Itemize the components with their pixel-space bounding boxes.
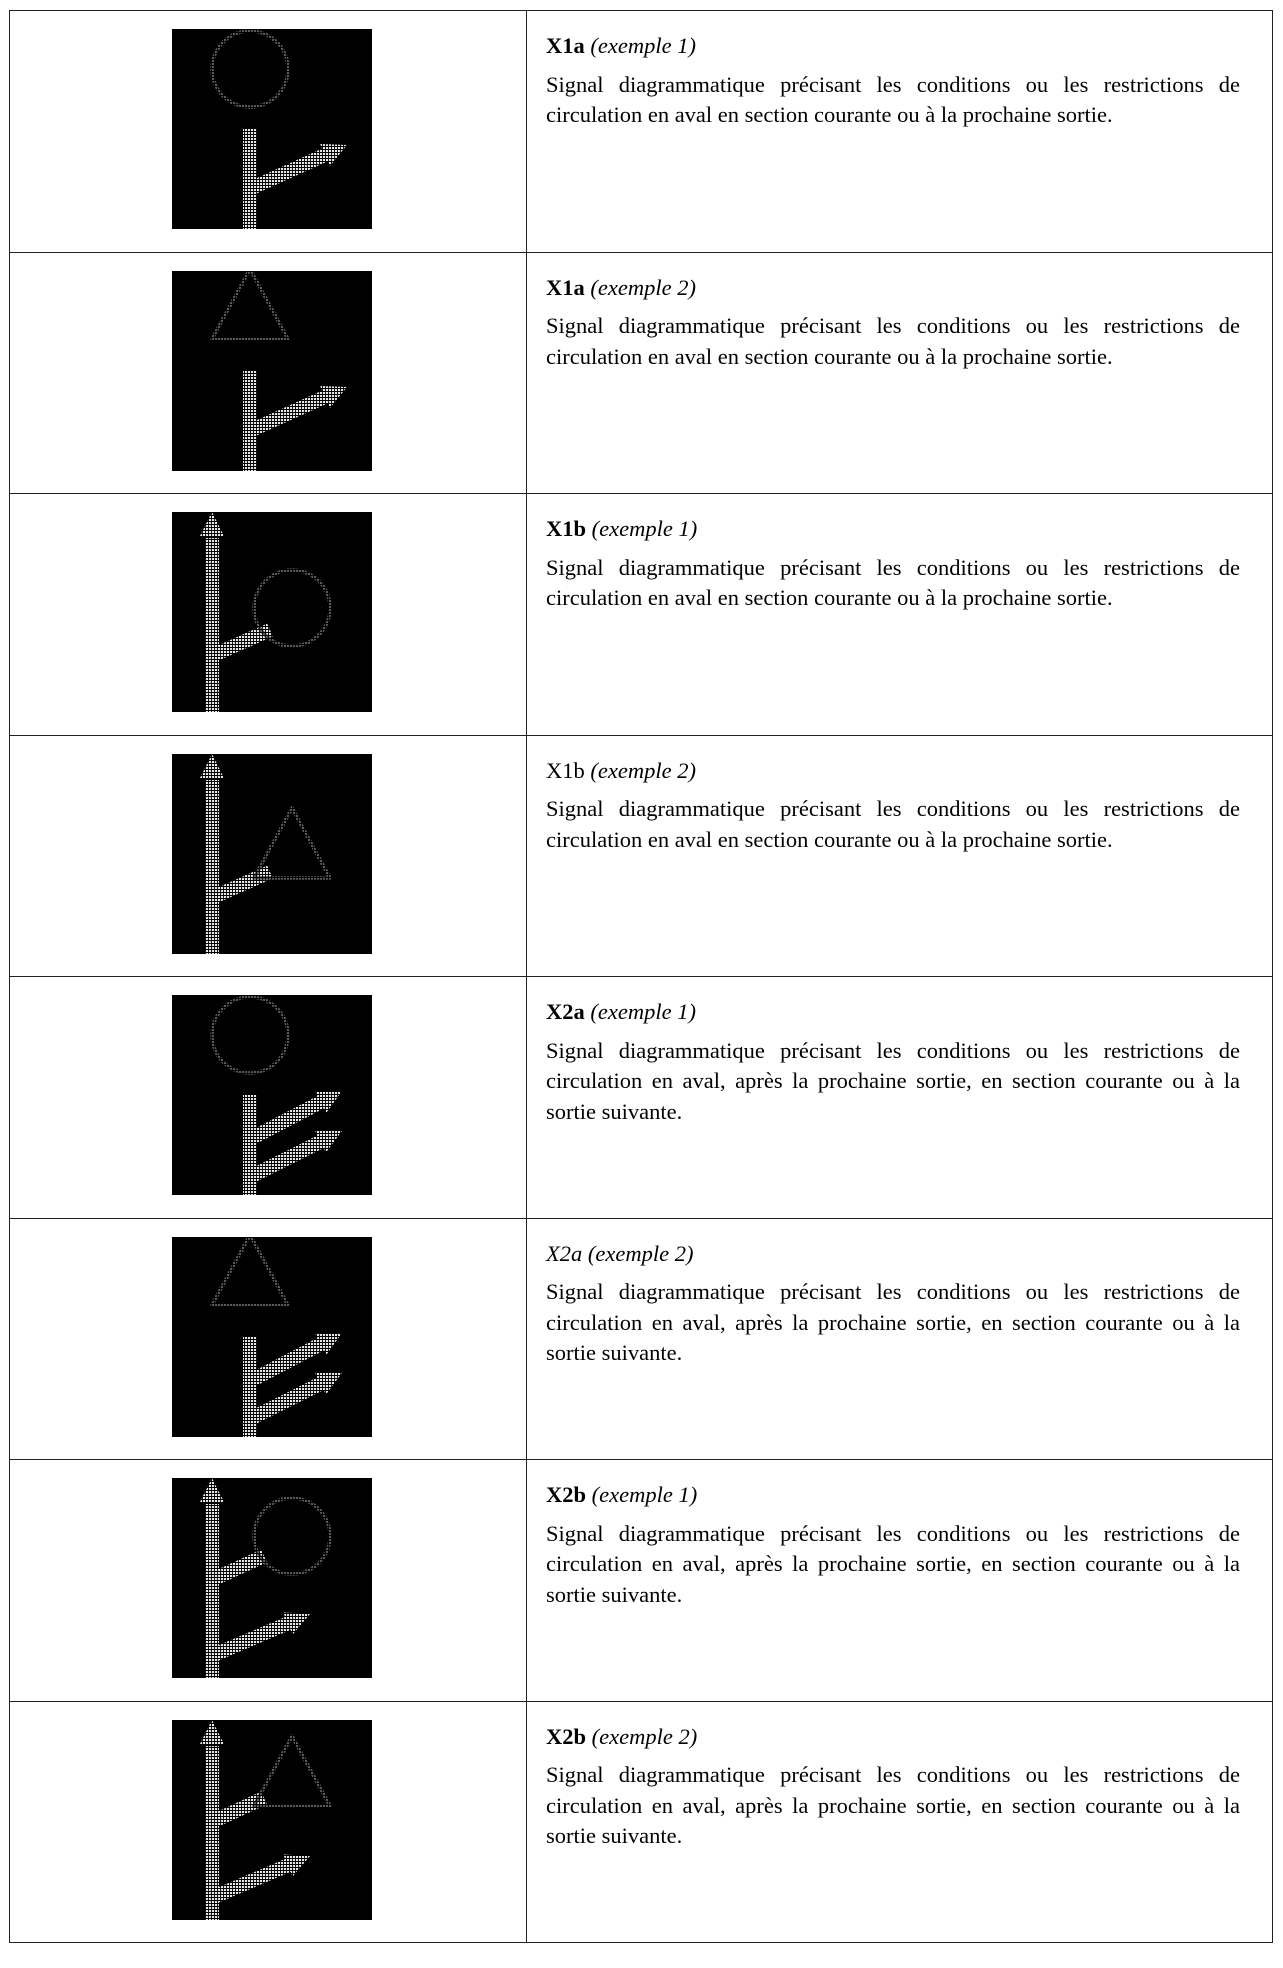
- sign-panel: [172, 271, 372, 471]
- sign-cell: [10, 252, 527, 494]
- led-dot-grid: [172, 995, 372, 1195]
- led-dot-grid: [172, 754, 372, 954]
- diagrammatic-sign-icon: [172, 1478, 372, 1678]
- diagrammatic-sign-icon: [172, 271, 372, 471]
- sign-panel: [172, 1237, 372, 1437]
- sign-panel: [172, 995, 372, 1195]
- led-dot-grid: [172, 1478, 372, 1678]
- table-row: [10, 1218, 1273, 1460]
- description-cell: [527, 1218, 1273, 1460]
- example-label: (exemple 2): [587, 1240, 694, 1266]
- description-cell: [527, 252, 1273, 494]
- diagrammatic-sign-icon: [172, 512, 372, 712]
- description-cell: [527, 11, 1273, 253]
- sign-cell: [10, 1701, 527, 1943]
- diagrammatic-sign-icon: [172, 995, 372, 1195]
- sign-cell: [10, 977, 527, 1219]
- sign-description: Signal diagrammatique précisant les conditions ou les restrictions de circulation en aval, après la prochaine sortie, en section courante ou à la sortie suivante.: [546, 1520, 1240, 1607]
- sign-code: X2a: [546, 1240, 583, 1266]
- sign-cell: [10, 494, 527, 736]
- table-row: [10, 494, 1273, 736]
- description-cell: [527, 1460, 1273, 1702]
- sign-panel: [172, 512, 372, 712]
- description-cell: [527, 1701, 1273, 1943]
- sign-heading: [546, 997, 1240, 1028]
- diagrammatic-sign-icon: [172, 1237, 372, 1437]
- table-row: [10, 977, 1273, 1219]
- diagrammatic-sign-icon: [172, 29, 372, 229]
- sign-code: X2b: [546, 1482, 587, 1507]
- sign-heading: [546, 1239, 1240, 1270]
- led-dot-grid: [172, 271, 372, 471]
- sign-panel: [172, 29, 372, 229]
- sign-description: Signal diagrammatique précisant les conditions ou les restrictions de circulation en aval, après la prochaine sortie, en section courante ou à la sortie suivante.: [546, 1279, 1240, 1365]
- sign-heading: [546, 1480, 1240, 1511]
- diagrammatic-sign-icon: [172, 1720, 372, 1920]
- description-cell: [527, 494, 1273, 736]
- sign-code: X2b: [546, 1723, 587, 1749]
- led-dot-grid: [172, 512, 372, 712]
- table-row: [10, 1701, 1273, 1943]
- sign-code: X2a: [546, 999, 585, 1024]
- sign-description: Signal diagrammatique précisant les conditions ou les restrictions de circulation en aval en section courante ou à la prochaine sortie.: [546, 796, 1240, 852]
- sign-cell: [10, 1218, 527, 1460]
- example-label: (exemple 1): [591, 516, 698, 541]
- led-dot-grid: [172, 1720, 372, 1920]
- example-label: (exemple 2): [591, 1723, 698, 1749]
- led-dot-grid: [172, 29, 372, 229]
- example-label: (exemple 2): [590, 274, 696, 300]
- table-row: [10, 252, 1273, 494]
- example-label: (exemple 1): [591, 1482, 698, 1507]
- sign-panel: [172, 1478, 372, 1678]
- sign-heading: [546, 1722, 1240, 1753]
- table-row: [10, 735, 1273, 977]
- sign-heading: [546, 273, 1240, 304]
- table-row: [10, 1460, 1273, 1702]
- sign-cell: [10, 11, 527, 253]
- sign-cell: [10, 1460, 527, 1702]
- sign-heading: [546, 756, 1240, 787]
- sign-description: Signal diagrammatique précisant les conditions ou les restrictions de circulation en aval en section courante ou à la prochaine sortie.: [546, 71, 1240, 127]
- sign-description: Signal diagrammatique précisant les conditions ou les restrictions de circulation en aval, après la prochaine sortie, en section courante ou à la sortie suivante.: [546, 1762, 1240, 1848]
- example-label: (exemple 1): [590, 33, 696, 58]
- sign-code: X1b: [546, 757, 585, 783]
- table-row: [10, 11, 1273, 253]
- sign-code: X1a: [546, 33, 585, 58]
- sign-description: Signal diagrammatique précisant les conditions ou les restrictions de circulation en aval en section courante ou à la prochaine sortie.: [546, 313, 1240, 369]
- example-label: (exemple 1): [590, 999, 696, 1024]
- sign-description: Signal diagrammatique précisant les conditions ou les restrictions de circulation en aval, après la prochaine sortie, en section courante ou à la sortie suivante.: [546, 1037, 1240, 1124]
- description-cell: [527, 735, 1273, 977]
- sign-heading: [546, 31, 1240, 62]
- sign-code: X1a: [546, 274, 585, 300]
- diagrammatic-sign-icon: [172, 754, 372, 954]
- sign-panel: [172, 754, 372, 954]
- description-cell: [527, 977, 1273, 1219]
- sign-heading: [546, 514, 1240, 545]
- signal-table: [9, 10, 1273, 1943]
- sign-panel: [172, 1720, 372, 1920]
- sign-description: Signal diagrammatique précisant les conditions ou les restrictions de circulation en aval en section courante ou à la prochaine sortie.: [546, 554, 1240, 610]
- sign-cell: [10, 735, 527, 977]
- led-dot-grid: [172, 1237, 372, 1437]
- example-label: (exemple 2): [590, 757, 696, 783]
- sign-code: X1b: [546, 516, 587, 541]
